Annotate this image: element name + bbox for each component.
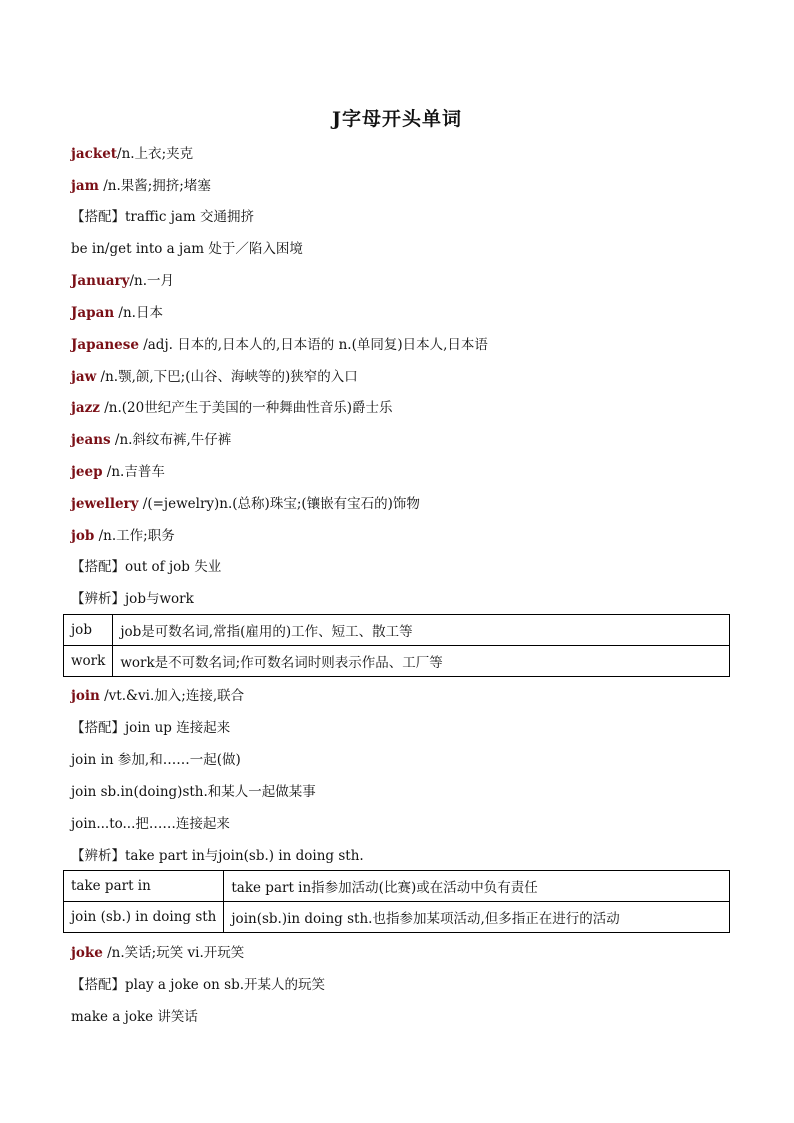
entry-january: [71, 272, 731, 290]
entry-jeep: [71, 463, 731, 481]
definition: /n.斜纹布裤,牛仔裤: [110, 432, 232, 448]
collocation-line: 【搭配】out of job 失业: [71, 559, 222, 575]
definition: /n.上衣;夹克: [117, 146, 194, 162]
definition: /adj. 日本的,日本人的,日本语的 n.(单同复)日本人,日本语: [138, 337, 488, 353]
table-row: [64, 615, 730, 646]
collocation-line: join sb.in(doing)sth.和某人一起做某事: [71, 784, 316, 800]
table-row: [64, 902, 730, 933]
definition: /n.颚,颌,下巴;(山谷、海峡等的)狭窄的入口: [96, 369, 358, 385]
headword: jam: [71, 178, 99, 194]
collocation-line: join in 参加,和……一起(做): [71, 752, 241, 768]
entry-join: [71, 687, 731, 705]
table-row: [64, 646, 730, 677]
headword: Japanese: [71, 337, 139, 353]
entry-jaw: [71, 368, 731, 386]
collocation-line: join...to...把……连接起来: [71, 816, 230, 832]
definition: /n.(20世纪产生于美国的一种舞曲性音乐)爵士乐: [99, 400, 393, 416]
definition: /n.吉普车: [102, 464, 165, 480]
discrimination-line: 【辨析】take part in与join(sb.) in doing sth.: [71, 848, 364, 864]
collocation-line: 【搭配】play a joke on sb.开某人的玩笑: [71, 977, 326, 993]
entry-jacket: [71, 145, 731, 163]
table-cell: join(sb.)in doing sth.也指参加某项活动,但多指正在进行的活动: [224, 902, 730, 933]
definition: /n.日本: [114, 305, 163, 321]
table-cell: work: [64, 646, 113, 677]
table-row: [64, 871, 730, 902]
headword: join: [71, 688, 100, 704]
headword: job: [71, 528, 95, 544]
entry-japan: [71, 304, 731, 322]
headword: joke: [71, 945, 103, 961]
definition: /n.笑话;玩笑 vi.开玩笑: [102, 945, 245, 961]
job-work-table: [63, 614, 730, 677]
collocation-line: 【搭配】traffic jam 交通拥挤: [71, 209, 255, 225]
discrimination-line: 【辨析】job与work: [71, 591, 194, 607]
definition: /(=jewelry)n.(总称)珠宝;(镶嵌有宝石的)饰物: [138, 496, 420, 512]
headword: jacket: [71, 146, 118, 162]
collocation-line: 【搭配】join up 连接起来: [71, 720, 231, 736]
headword: jaw: [71, 369, 97, 385]
table-cell: job是可数名词,常指(雇用的)工作、短工、散工等: [113, 615, 730, 646]
entry-job: [71, 527, 731, 545]
headword: jeans: [71, 432, 111, 448]
definition: /n.一月: [129, 273, 175, 289]
collocation-line: make a joke 讲笑话: [71, 1009, 198, 1025]
definition: /n.果酱;拥挤;堵塞: [98, 178, 211, 194]
entry-jazz: [71, 399, 731, 417]
definition: /vt.&vi.加入;连接,联合: [99, 688, 245, 704]
headword: jazz: [71, 400, 100, 416]
table-cell: work是不可数名词;作可数名词时则表示作品、工厂等: [113, 646, 730, 677]
table-cell: job: [64, 615, 113, 646]
headword: January: [71, 273, 130, 289]
table-cell: join (sb.) in doing sth: [64, 902, 224, 933]
entry-joke: [71, 944, 731, 962]
entry-jeans: [71, 431, 731, 449]
table-cell: take part in指参加活动(比赛)或在活动中负有责任: [224, 871, 730, 902]
headword: jeep: [71, 464, 103, 480]
headword: Japan: [71, 305, 115, 321]
definition: /n.工作;职务: [94, 528, 175, 544]
entry-japanese: [71, 336, 731, 354]
table-cell: take part in: [64, 871, 224, 902]
page-title: J字母开头单词: [332, 108, 462, 130]
collocation-line: be in/get into a jam 处于／陷入困境: [71, 241, 303, 257]
headword: jewellery: [71, 496, 139, 512]
entry-jewellery: [71, 495, 731, 513]
take-part-join-table: [63, 870, 730, 933]
entry-jam: [71, 177, 731, 195]
